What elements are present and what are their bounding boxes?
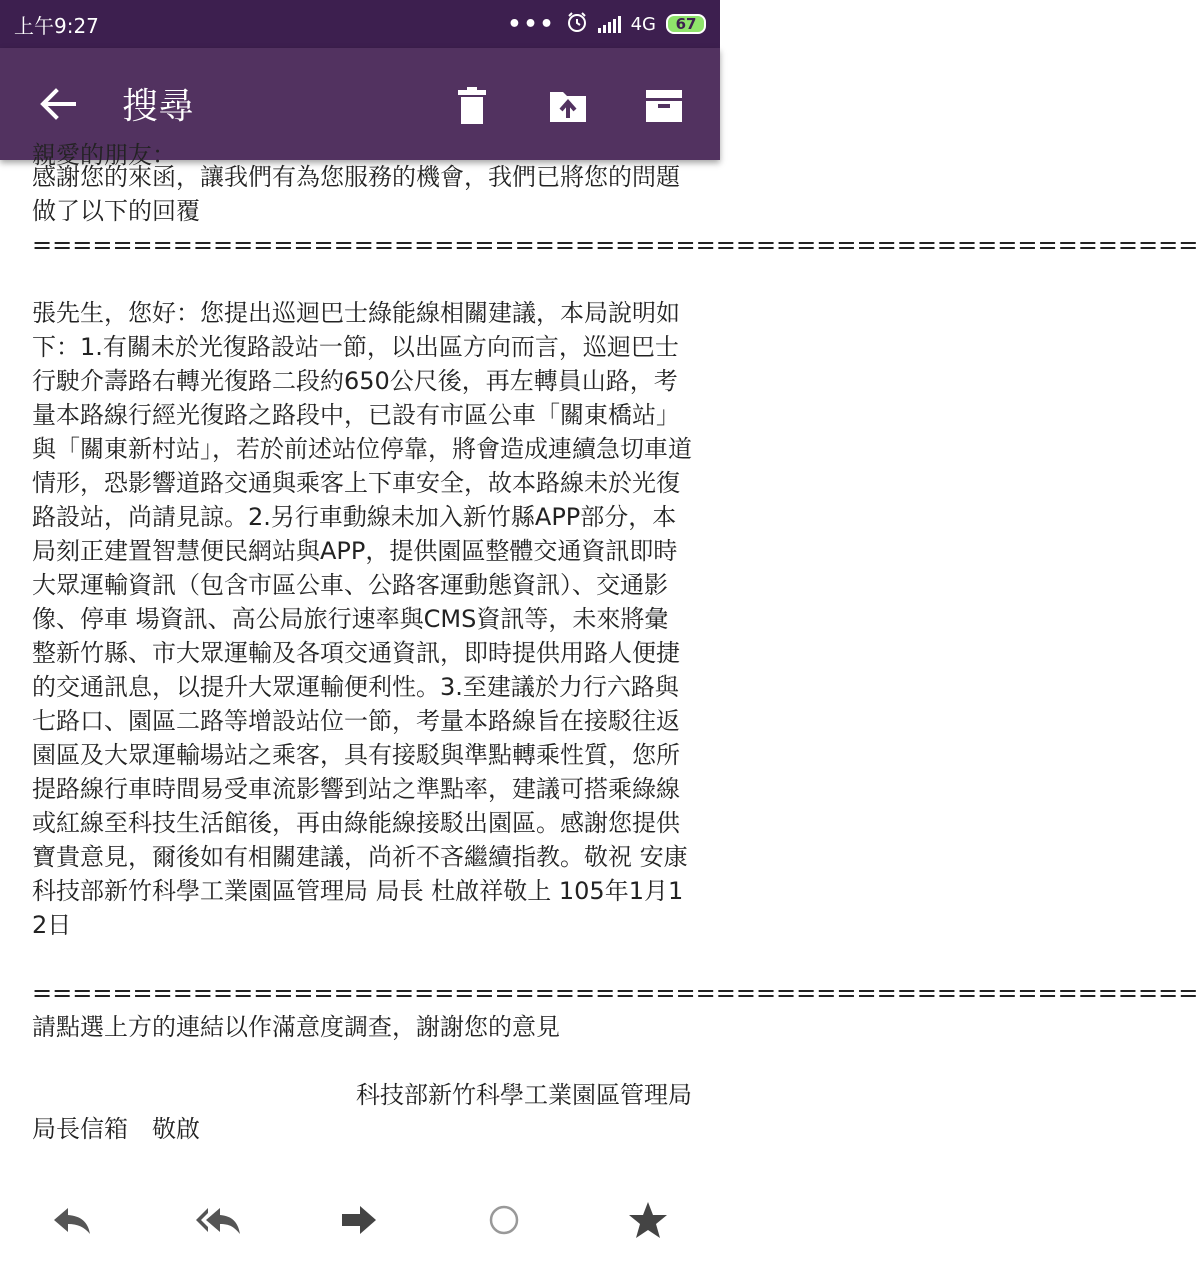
- mark-unread-icon[interactable]: [482, 1200, 526, 1240]
- partial-greeting: 親愛的朋友：: [32, 141, 176, 169]
- signal-icon: [598, 15, 621, 33]
- bottom-action-bar: [0, 1180, 720, 1260]
- reply-icon[interactable]: [50, 1200, 94, 1240]
- blank-line: [32, 262, 692, 296]
- delete-icon[interactable]: [452, 86, 492, 126]
- signature-org: 科技部新竹科學工業園區管理局: [356, 1081, 692, 1109]
- separator-bottom: ==========================================================: [32, 979, 1198, 1007]
- network-type: 4G: [630, 13, 656, 35]
- separator-top: ==========================================================: [32, 231, 1198, 259]
- intro-text: 感謝您的來函，讓我們有為您服務的機會，我們已將您的問題做了以下的回覆: [32, 163, 680, 225]
- survey-note: 請點選上方的連結以作滿意度調查，謝謝您的意見: [32, 1013, 560, 1041]
- star-icon[interactable]: [626, 1200, 670, 1240]
- email-body: [32, 141, 1198, 1146]
- blank-line: [32, 1044, 692, 1078]
- reply-all-icon[interactable]: [194, 1200, 238, 1240]
- alarm-icon: [566, 11, 588, 38]
- battery-level: 67: [675, 15, 697, 33]
- more-dots-icon: •••: [507, 11, 556, 37]
- signature-sign: 局長信箱 敬啟: [32, 1115, 200, 1143]
- back-arrow-icon[interactable]: [36, 82, 80, 126]
- status-indicators: [507, 11, 706, 38]
- toolbar-title: 搜尋: [122, 86, 195, 127]
- reply-text: 張先生，您好：您提出巡迴巴士綠能線相關建議，本局說明如下：1.有關未於光復路設站一節，以出區方向而言，巡迴巴士行駛介壽路右轉光復路二段約650公尺後，再左轉員山路，考量本路線行經光復路之路段中，已設有市區公車「關東橋站」與「關東新村站」，若於前述站位停靠，將會造成連續急切車道情形，恐影響道路交通與乘客上下車安全，故本路線未於光復路設站，尚請見諒。2.另行車動線未加入新竹縣APP部分，本局刻正建置智慧便民網站與APP，提供園區整體交通資訊即時大眾運輸資訊（包含市區公車、公路客運動態資訊）、交通影像、停車 場資訊、高公局旅行速率與CMS資訊等，未來將彙整新竹縣、市大眾運輸及各項交通資訊，即時提供用路人便捷的交通訊息，以提升大眾運輸便利性。3.至建議於力行六路與七路口、園區二路等增設站位一節，考量本路線旨在接駁往返園區及大眾運輸場站之乘客，具有接駁與準點轉乘性質，您所提路線行車時間易受車流影響到站之準點率，建議可搭乘綠線或紅線至科技生活館後，再由綠能線接駁出園區。感謝您提供寶貴意見，爾後如有相關建議，尚祈不吝繼續指教。敬祝 安康 科技部新竹科學工業園區管理局 局長 杜啟祥敬上 105年1月12日: [32, 299, 696, 939]
- archive-icon[interactable]: [644, 86, 684, 126]
- status-bar: [0, 0, 720, 48]
- forward-icon[interactable]: [338, 1200, 382, 1240]
- blank-line: [32, 942, 692, 976]
- battery-icon: [666, 14, 706, 34]
- status-time: 上午9:27: [14, 13, 99, 38]
- move-to-folder-icon[interactable]: [548, 86, 588, 126]
